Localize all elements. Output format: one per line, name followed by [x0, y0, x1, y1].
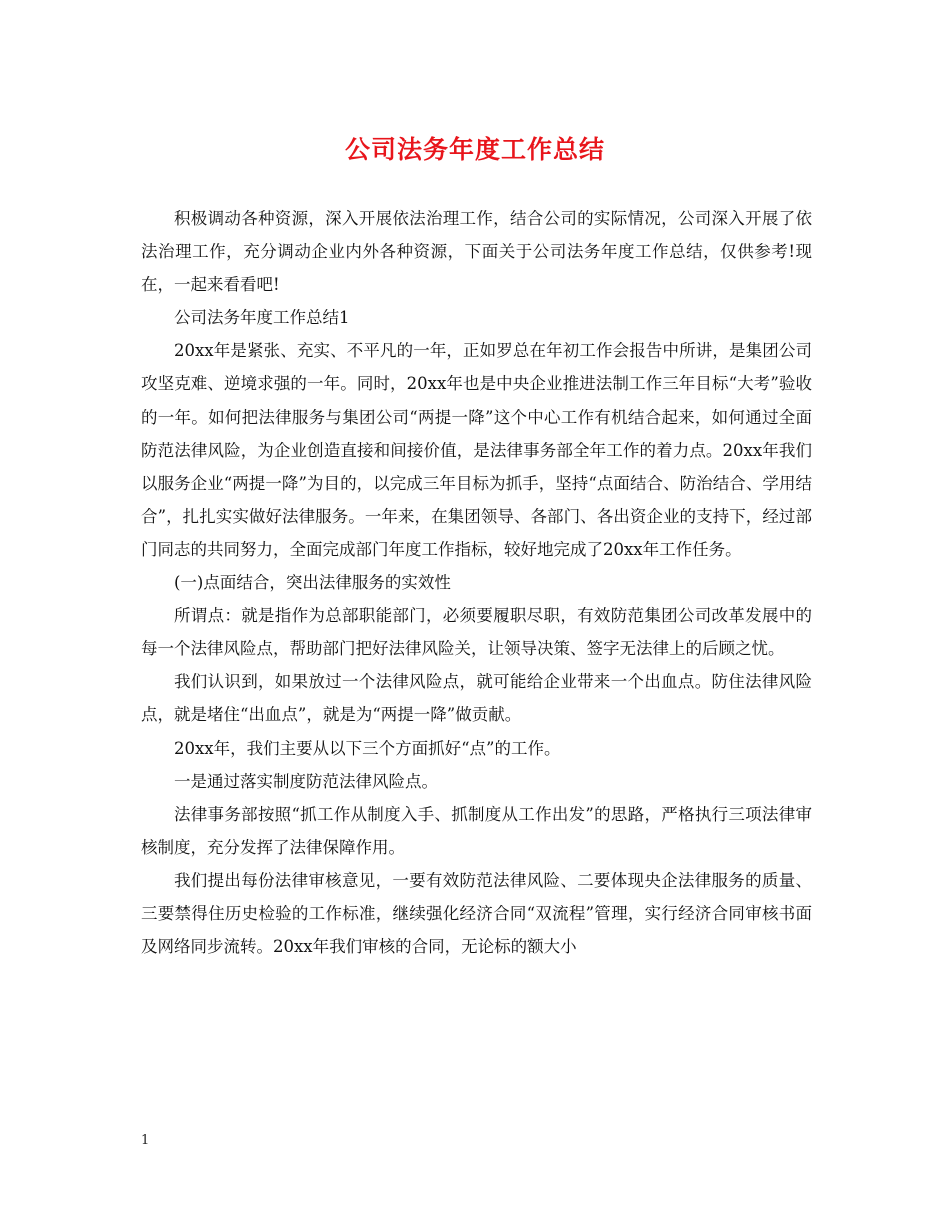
- document-body: [141, 202, 812, 963]
- paragraph-overview: 20xx年是紧张、充实、不平凡的一年，正如罗总在年初工作会报告中所讲，是集团公司攻坚克难、逆境求强的一年。同时，20xx年也是中央企业推进法制工作三年目标“大考”验收的一年。如何把法律服务与集团公司“两提一降”这个中心工作有机结合起来，如何通过全面防范法律风险，为企业创造直接和间接价值，是法律事务部全年工作的着力点。20xx年我们以服务企业“两提一降”为目的，以完成三年目标为抓手，坚持“点面结合、防治结合、学用结合”，扎扎实实做好法律服务。一年来，在集团领导、各部门、各出资企业的支持下，经过部门同志的共同努力，全面完成部门年度工作指标，较好地完成了20xx年工作任务。: [141, 341, 812, 559]
- paragraph-first-aspect: 一是通过落实制度防范法律风险点。: [174, 771, 438, 791]
- paragraph-risk-awareness: 我们认识到，如果放过一个法律风险点，就可能给企业带来一个出血点。防住法律风险点，就是堵住“出血点”，就是为“两提一降”做贡献。: [141, 672, 812, 725]
- paragraph-intro: 积极调动各种资源，深入开展依法治理工作，结合公司的实际情况，公司深入开展了依法治理工作，充分调动企业内外各种资源，下面关于公司法务年度工作总结，仅供参考!现在，一起来看看吧!: [141, 209, 812, 295]
- paragraph-three-aspects: 20xx年，我们主要从以下三个方面抓好“点”的工作。: [174, 738, 561, 758]
- section-heading-summary-1: 公司法务年度工作总结1: [174, 308, 350, 328]
- document-title: 公司法务年度工作总结: [344, 135, 605, 164]
- subsection-heading-point-and-area: (一)点面结合，突出法律服务的实效性: [174, 573, 451, 593]
- page-number: 1: [141, 1133, 150, 1148]
- paragraph-review-system: 法律事务部按照“抓工作从制度入手、抓制度从工作出发”的思路，严格执行三项法律审核制度，充分发挥了法律保障作用。: [141, 804, 812, 857]
- paragraph-contract-review: 我们提出每份法律审核意见，一要有效防范法律风险、二要体现央企法律服务的质量、三要禁得住历史检验的工作标准，继续强化经济合同“双流程”管理，实行经济合同审核书面及网络同步流转。20xx年我们审核的合同，无论标的额大小: [141, 870, 812, 957]
- paragraph-definition-of-point: 所谓点：就是指作为总部职能部门，必须要履职尽职，有效防范集团公司改革发展中的每一个法律风险点，帮助部门把好法律风险关，让领导决策、签字无法律上的后顾之忧。: [141, 606, 812, 659]
